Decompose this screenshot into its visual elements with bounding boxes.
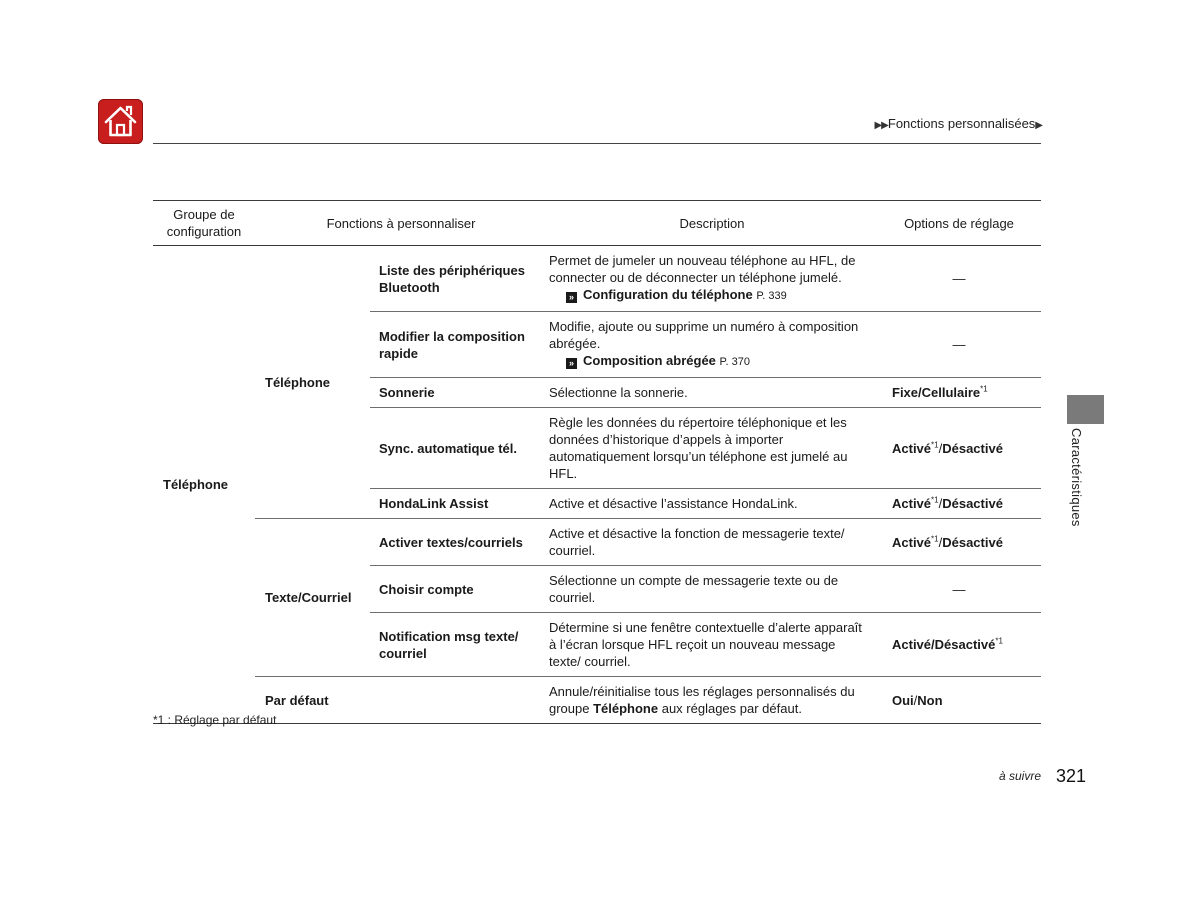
reference-title[interactable]: Configuration du téléphone: [583, 287, 753, 302]
option-value: Désactivé: [942, 496, 1003, 511]
option-value: Activé: [892, 440, 932, 456]
footnote-marker: *1: [931, 495, 939, 505]
reference-arrow-icon: »: [566, 358, 577, 369]
breadcrumb-label[interactable]: Fonctions personnalisées: [887, 116, 1036, 131]
reference-arrow-icon: »: [566, 292, 577, 303]
option-cell: Activé$^{*1}$/Désactivé: [877, 408, 1041, 489]
option-value: Activé: [892, 496, 932, 511]
option-cell: Oui/Non: [877, 677, 1041, 724]
option-cell: Fixe/Cellulaire$^{*1}$: [877, 378, 1041, 408]
group-telephone: Téléphone: [153, 246, 255, 724]
option-value: Non: [917, 692, 943, 708]
subgroup-text-email: Texte/Courriel: [255, 519, 370, 677]
continue-label: à suivre: [999, 769, 1042, 783]
option-cell: —: [877, 566, 1041, 613]
description-text: Sélectionne la sonnerie.: [547, 378, 877, 408]
page-number: 321: [1056, 766, 1087, 786]
footnote-marker: *1: [931, 440, 939, 450]
breadcrumb-arrows: ▶▶: [874, 120, 888, 131]
description-text: Annule/réinitialise tous les réglages personnalisés du groupe: [549, 684, 855, 716]
option-cell: —: [877, 246, 1041, 312]
breadcrumb[interactable]: [874, 116, 1042, 131]
description-text: Détermine si une fenêtre contextuelle d’alerte apparaît à l’écran lorsque HFL reçoit un nouveau message texte/ courriel.: [547, 613, 877, 677]
breadcrumb-arrow-end: ▶: [1035, 120, 1042, 131]
description-text: Active et désactive l’assistance HondaLink.: [547, 489, 877, 519]
function-speed-dial: Modifier la composition rapide: [370, 312, 547, 378]
description-emphasis: Téléphone: [593, 701, 659, 716]
description-text: Permet de jumeler un nouveau téléphone au HFL, de connecter ou de déconnecter un téléphone jumelé.: [549, 253, 856, 285]
option-value: Activé: [892, 637, 932, 652]
option-value: Cellulaire: [921, 385, 981, 400]
option-value: Fixe: [892, 385, 919, 400]
option-cell: —: [877, 312, 1041, 378]
subgroup-telephone: Téléphone: [255, 246, 370, 519]
description-cell: [547, 677, 877, 724]
section-tab-marker[interactable]: [1067, 395, 1104, 424]
reference-title[interactable]: Composition abrégée: [583, 353, 716, 368]
option-cell: Activé$^{*1}$/Désactivé: [877, 519, 1041, 566]
page-reference[interactable]: [549, 286, 869, 305]
reference-page: P. 370: [719, 356, 750, 368]
function-ringtone: Sonnerie: [370, 378, 547, 408]
function-choose-account: Choisir compte: [370, 566, 547, 613]
description-text: Modifie, ajoute ou supprime un numéro à composition abrégée.: [549, 319, 859, 351]
function-hondalink-assist: HondaLink Assist: [370, 489, 547, 519]
subgroup-default: Par défaut: [255, 677, 547, 724]
footnote: *1 : Réglage par défaut: [153, 713, 277, 727]
description-text: Sélectionne un compte de messagerie texte ou de courriel.: [547, 566, 877, 613]
house-glyph: [98, 99, 143, 144]
option-value: Oui: [892, 692, 914, 708]
option-value: Désactivé: [942, 534, 1003, 550]
footnote-marker: *1: [931, 534, 939, 544]
description-cell: [547, 312, 877, 378]
description-text: Active et désactive la fonction de messagerie texte/ courriel.: [547, 519, 877, 566]
header-functions: Fonctions à personnaliser: [255, 201, 547, 246]
description-text: aux réglages par défaut.: [658, 701, 802, 716]
option-cell: Activé/Désactivé$^{*1}$: [877, 613, 1041, 677]
description-text: Règle les données du répertoire téléphonique et les données d’historique d’appels à importer automatiquement lorsqu’un téléphone est jumelé au HFL.: [547, 408, 877, 489]
header-description: Description: [547, 201, 877, 246]
option-cell: Activé$^{*1}$/Désactivé: [877, 489, 1041, 519]
header-group: Groupe de configuration: [153, 201, 255, 246]
footnote-marker: *1: [995, 636, 1003, 646]
function-auto-sync: Sync. automatique tél.: [370, 408, 547, 489]
option-value: Activé: [892, 534, 932, 550]
table-row: [153, 677, 1041, 724]
section-tab-label[interactable]: Caractéristiques: [1069, 428, 1084, 527]
option-value: Désactivé: [942, 440, 1003, 456]
home-icon[interactable]: [98, 99, 143, 144]
function-message-notification: Notification msg texte/ courriel: [370, 613, 547, 677]
option-value: Désactivé: [934, 637, 996, 652]
footnote-marker: *1: [980, 384, 988, 394]
table-row: [153, 519, 1041, 566]
function-bluetooth-list: Liste des périphériques Bluetooth: [370, 246, 547, 312]
function-enable-texts: Activer textes/courriels: [370, 519, 547, 566]
reference-page: P. 339: [756, 290, 787, 302]
header-divider: [153, 143, 1041, 144]
table-header-row: [153, 201, 1041, 246]
page-reference[interactable]: [549, 352, 869, 371]
table-row: [153, 246, 1041, 312]
settings-table: [153, 200, 1041, 724]
description-cell: [547, 246, 877, 312]
header-options: Options de réglage: [877, 201, 1041, 246]
